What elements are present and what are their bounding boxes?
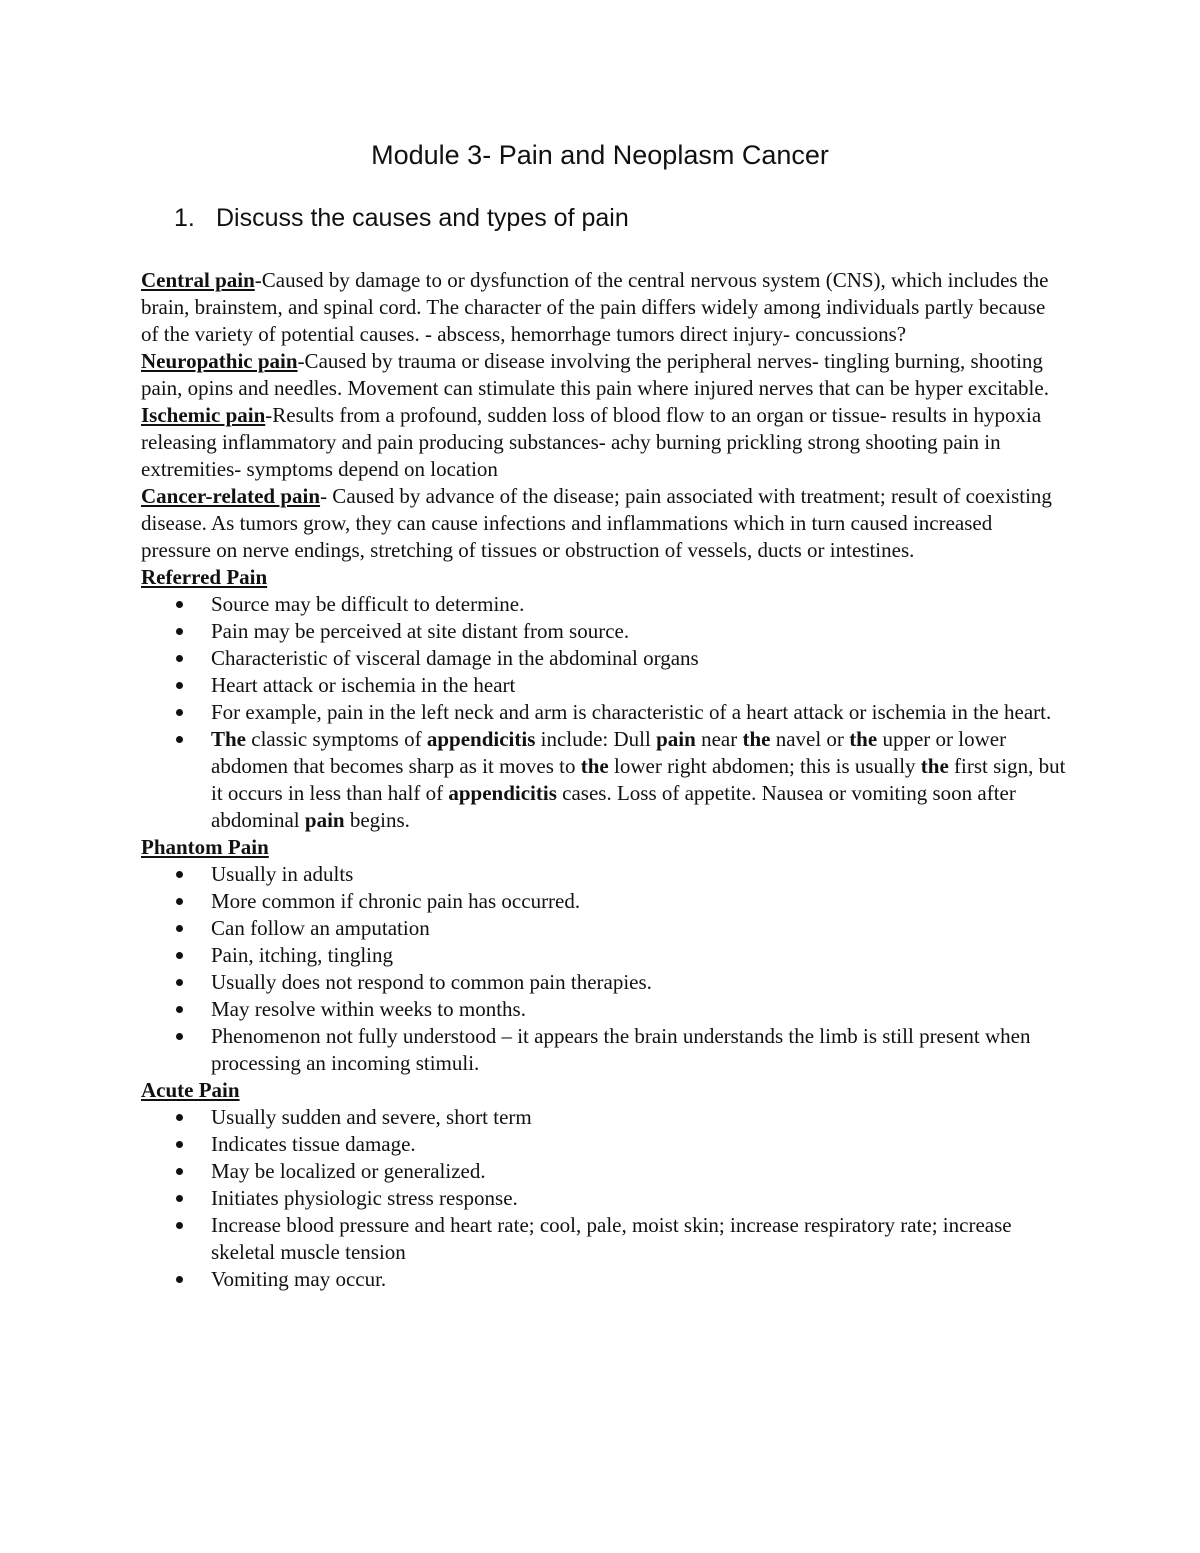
list-item: Initiates physiologic stress response. — [141, 1185, 1066, 1212]
text-run: cases. Loss of appetite. Nausea or vomiting soon after abdominal — [211, 781, 1016, 832]
list-item: Can follow an amputation — [141, 915, 1066, 942]
document-title: Module 3- Pain and Neoplasm Cancer — [371, 140, 829, 170]
text-run: lower right abdomen; this is usually — [608, 754, 921, 778]
term-ischemic-pain: Ischemic pain — [141, 403, 266, 427]
bold-word: the — [849, 727, 878, 751]
term-central-pain: Central pain — [141, 268, 255, 292]
list-item: Pain may be perceived at site distant from source. — [141, 618, 1066, 645]
definition-ischemic — [141, 402, 1066, 483]
list-item-appendicitis — [141, 726, 1066, 834]
list-item: Pain, itching, tingling — [141, 942, 1066, 969]
document-body — [141, 267, 1066, 1293]
acute-pain-title: Acute Pain — [141, 1078, 240, 1102]
phantom-pain-list — [141, 861, 1066, 1077]
term-cancer-related-pain: Cancer-related pain — [141, 484, 321, 508]
text-run: classic symptoms of — [246, 727, 427, 751]
text-run: near — [695, 727, 743, 751]
list-item: May resolve within weeks to months. — [141, 996, 1066, 1023]
definition-central — [141, 267, 1066, 348]
bold-word: appendicitis — [448, 781, 557, 805]
bold-word: the — [580, 754, 609, 778]
text-run: navel or — [770, 727, 850, 751]
list-item: Heart attack or ischemia in the heart — [141, 672, 1066, 699]
referred-pain-title: Referred Pain — [141, 565, 268, 589]
list-item: Vomiting may occur. — [141, 1266, 1066, 1293]
heading-number: 1. — [174, 204, 195, 232]
bold-word: pain — [304, 808, 345, 832]
bold-word: the — [742, 727, 771, 751]
bold-word: appendicitis — [426, 727, 536, 751]
list-item: Increase blood pressure and heart rate; cool, pale, moist skin; increase respiratory rate; increase skeletal muscle tension — [141, 1212, 1066, 1266]
text-run: first sign, but it occurs in less than half of — [211, 754, 1066, 805]
text-run: begins. — [344, 808, 410, 832]
list-item: Indicates tissue damage. — [141, 1131, 1066, 1158]
list-item: Source may be difficult to determine. — [141, 591, 1066, 618]
text-run: include: Dull — [535, 727, 657, 751]
bold-word: The — [211, 727, 247, 751]
bold-word: pain — [656, 727, 696, 751]
list-item: Usually does not respond to common pain therapies. — [141, 969, 1066, 996]
term-neuropathic-pain: Neuropathic pain — [141, 349, 298, 373]
acute-pain-list — [141, 1104, 1066, 1293]
list-item: Phenomenon not fully understood – it appears the brain understands the limb is still present when processing an incoming stimuli. — [141, 1023, 1066, 1077]
heading-text: Discuss the causes and types of pain — [216, 204, 629, 232]
referred-pain-list — [141, 591, 1066, 834]
section-heading — [174, 204, 629, 233]
definition-neuropathic — [141, 348, 1066, 402]
definition-cancer-related — [141, 483, 1066, 564]
definition-text: -Caused by damage to or dysfunction of the central nervous system (CNS), which includes the brain, brainstem, and spinal cord. The character of the pain differs widely among individuals partly because of the variety of potential causes. - abscess, hemorrhage tumors direct injury- concussions? — [141, 268, 1049, 346]
list-item: Characteristic of visceral damage in the abdominal organs — [141, 645, 1066, 672]
text-run: upper or lower abdomen that becomes sharp as it moves to — [211, 727, 1007, 778]
list-item: More common if chronic pain has occurred. — [141, 888, 1066, 915]
bold-word: the — [920, 754, 949, 778]
phantom-pain-title: Phantom Pain — [141, 835, 269, 859]
definition-text: -Caused by trauma or disease involving the peripheral nerves- tingling burning, shooting pain, opins and needles. Movement can stimulate this pain where injured nerves that can be hyper excitable. — [141, 349, 1049, 400]
definition-text: -Results from a profound, sudden loss of blood flow to an organ or tissue- results in hypoxia releasing inflammatory and pain producing substances- achy burning prickling strong shooting pain in extremities- symptoms depend on location — [141, 403, 1042, 481]
definition-text: - Caused by advance of the disease; pain associated with treatment; result of coexisting disease. As tumors grow, they can cause infections and inflammations which in turn caused increased pressure on nerve endings, stretching of tissues or obstruction of vessels, ducts or intestines. — [141, 484, 1052, 562]
list-item: For example, pain in the left neck and arm is characteristic of a heart attack or ischemia in the heart. — [141, 699, 1066, 726]
list-item: Usually sudden and severe, short term — [141, 1104, 1066, 1131]
list-item: Usually in adults — [141, 861, 1066, 888]
list-item: May be localized or generalized. — [141, 1158, 1066, 1185]
